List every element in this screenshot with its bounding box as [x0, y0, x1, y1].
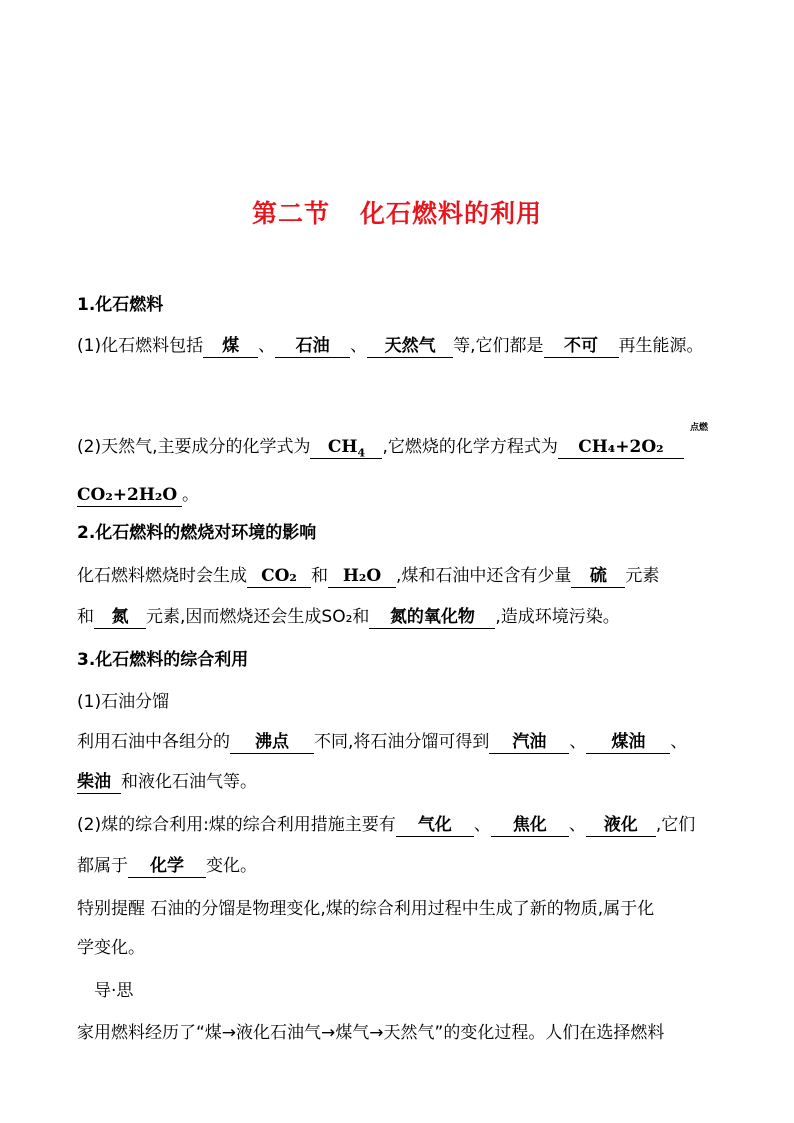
answer-blank: 天然气	[367, 335, 453, 358]
text: 化石燃料燃烧时会生成	[77, 566, 247, 586]
section3-heading: 3.化石燃料的综合利用	[77, 650, 249, 670]
answer-blank: 氮的氧化物	[369, 606, 495, 629]
text: (2)煤的综合利用:煤的综合利用措施主要有	[77, 815, 396, 835]
text: 元素	[625, 566, 660, 586]
text: 。	[182, 485, 199, 505]
equation-left-blank: CH₄+2O₂	[558, 436, 684, 459]
section1-paragraph2	[77, 435, 684, 459]
answer-blank: 沸点	[230, 731, 314, 754]
answer-blank: 柴油	[77, 771, 121, 794]
text: 元素,因而燃烧还会生成SO₂和	[146, 607, 370, 627]
text: 和液化石油气等。	[121, 772, 257, 792]
text: ,它燃烧的化学方程式为	[382, 437, 558, 457]
title-section-number: 第二节	[251, 199, 330, 228]
guide-paragraph: 家用燃料经历了“煤→液化石油气→煤气→天然气”的变化过程。人们在选择燃料	[77, 1023, 665, 1043]
formula-blank	[310, 436, 382, 459]
answer-blank: 液化	[586, 814, 656, 837]
section3-subheading1: (1)石油分馏	[77, 692, 170, 712]
title-topic: 化石燃料的利用	[360, 199, 543, 228]
text: (2)天然气,主要成分的化学式为	[77, 437, 311, 457]
section2-heading: 2.化石燃料的燃烧对环境的影响	[77, 523, 317, 543]
section3-line1	[77, 730, 687, 754]
text: 、	[568, 815, 586, 835]
section1-heading: 1.化石燃料	[77, 295, 164, 315]
answer-blank: CO₂	[247, 565, 311, 588]
answer-blank: 煤	[203, 335, 258, 358]
answer-blank: 硫	[571, 565, 625, 588]
answer-blank: H₂O	[328, 565, 396, 588]
answer-blank: 化学	[128, 855, 206, 878]
answer-blank: 不可	[544, 335, 619, 358]
text: 、	[569, 732, 587, 752]
text: 变化。	[206, 856, 257, 876]
section2-line1	[77, 564, 659, 588]
page-title	[0, 194, 794, 230]
guide-think-label: 导·思	[94, 981, 134, 1001]
answer-blank: 氮	[94, 606, 146, 629]
text: 都属于	[77, 856, 128, 876]
section1-paragraph1	[77, 334, 704, 358]
answer-blank: 汽油	[489, 731, 569, 754]
text: ,造成环境污染。	[495, 607, 620, 627]
text: 、	[350, 336, 368, 356]
text: 再生能源。	[618, 336, 704, 356]
section2-line2	[77, 605, 620, 629]
answer-blank: 焦化	[491, 814, 569, 837]
equation-right-blank: CO₂+2H₂O	[77, 484, 182, 507]
formula-subscript: 4	[357, 446, 366, 460]
formula-text: CH	[327, 437, 358, 457]
answer-blank: 煤油	[586, 731, 670, 754]
text: 不同,将石油分馏可得到	[314, 732, 490, 752]
section3-line3	[77, 813, 695, 837]
text: 、	[473, 815, 491, 835]
reaction-condition: 点燃	[690, 423, 709, 433]
section1-equation-continued	[77, 483, 199, 507]
text: ,它们	[655, 815, 696, 835]
answer-blank: 石油	[275, 335, 350, 358]
text: 、	[258, 336, 276, 356]
text: 利用石油中各组分的	[77, 732, 230, 752]
section3-line4	[77, 854, 257, 878]
text: 、	[670, 732, 688, 752]
text: 等,它们都是	[453, 336, 544, 356]
text: 和	[311, 566, 328, 586]
section3-line2	[77, 770, 257, 794]
answer-blank: 气化	[396, 814, 474, 837]
special-reminder-line1: 特别提醒 石油的分馏是物理变化,煤的综合利用过程中生成了新的物质,属于化	[77, 899, 655, 919]
text: (1)化石燃料包括	[77, 336, 204, 356]
text: ,煤和石油中还含有少量	[396, 566, 572, 586]
special-reminder-line2: 学变化。	[77, 938, 145, 958]
text: 和	[77, 607, 94, 627]
